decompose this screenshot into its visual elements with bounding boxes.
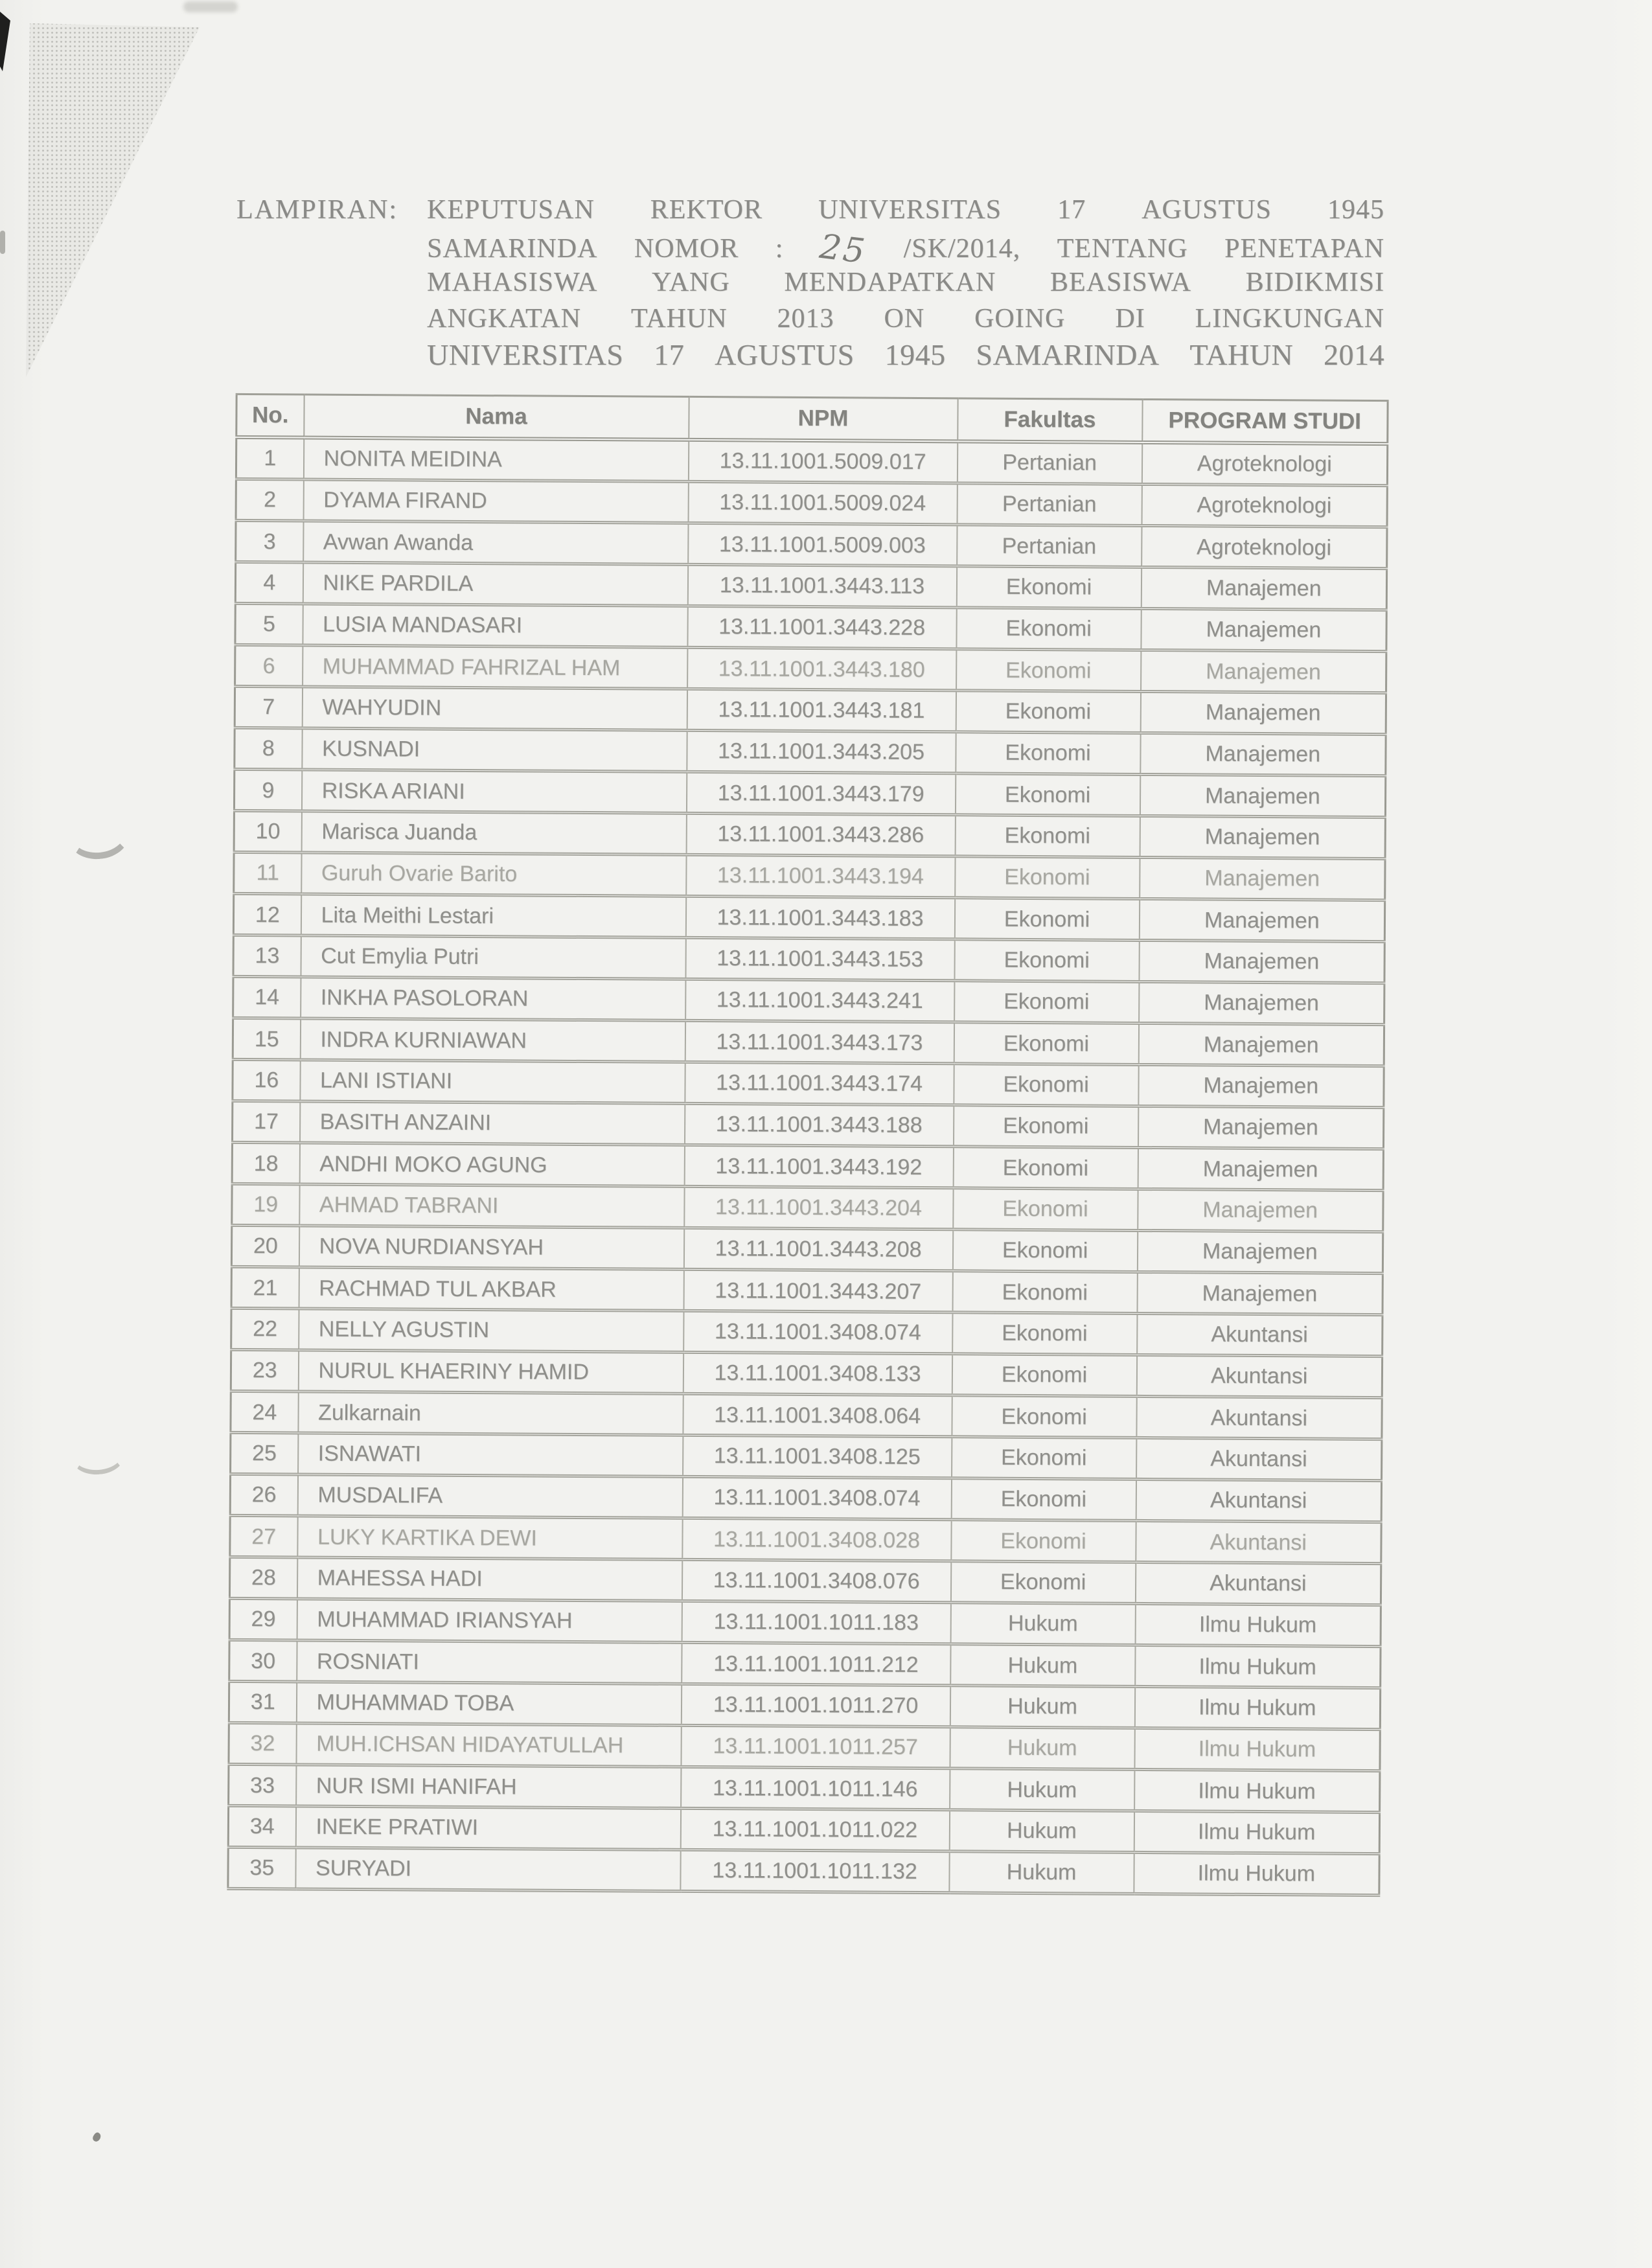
header-word: :: [775, 234, 784, 264]
table-row: [229, 1723, 1380, 1770]
table-row: [233, 893, 1384, 941]
cell-program-studi: Akuntansi: [1136, 1438, 1382, 1480]
table-row: [235, 727, 1386, 775]
cell-fakultas: Ekonomi: [954, 1023, 1138, 1066]
cell-npm: 13.11.1001.3408.028: [682, 1518, 951, 1561]
cell-npm: 13.11.1001.3408.125: [683, 1435, 952, 1478]
cell-program-studi: Ilmu Hukum: [1134, 1811, 1379, 1853]
cell-fakultas: Ekonomi: [952, 1230, 1137, 1272]
cell-name: Avwan Awanda: [303, 521, 688, 565]
table-row: [236, 520, 1387, 568]
header-label: LAMPIRAN:: [236, 195, 398, 225]
cell-npm: 13.11.1001.3443.194: [686, 854, 955, 897]
cell-npm: 13.11.1001.3443.174: [685, 1062, 954, 1105]
cell-fakultas: Ekonomi: [953, 1105, 1138, 1148]
cell-npm: 13.11.1001.3408.074: [682, 1476, 951, 1519]
cell-program-studi: Ilmu Hukum: [1135, 1603, 1381, 1646]
cell-program-studi: Akuntansi: [1137, 1313, 1382, 1356]
header-word: MAHASISWA: [427, 268, 598, 297]
table-row: [235, 686, 1386, 734]
header-word: YANG: [652, 268, 730, 297]
cell-npm: 13.11.1001.3443.241: [685, 979, 954, 1022]
header-word: /SK/2014,: [903, 234, 1021, 264]
cell-name: INKHA PASOLORAN: [301, 977, 685, 1020]
cell-npm: 13.11.1001.3408.064: [683, 1394, 952, 1437]
header-word: ON: [884, 304, 925, 334]
staple-mark: [70, 1436, 126, 1476]
table-row: [234, 810, 1385, 858]
cell-fakultas: Pertanian: [957, 483, 1141, 526]
table-row: [230, 1515, 1381, 1563]
cell-npm: 13.11.1001.3443.188: [684, 1103, 953, 1146]
cell-name: MUHAMMAD TOBA: [296, 1682, 681, 1725]
cell-fakultas: Ekonomi: [950, 1561, 1135, 1604]
cell-name: INDRA KURNIAWAN: [300, 1019, 685, 1062]
cell-no: 25: [231, 1432, 298, 1474]
cell-name: MUH.ICHSAN HIDAYATULLAH: [296, 1723, 681, 1767]
cell-npm: 13.11.1001.3443.286: [686, 813, 955, 856]
cell-program-studi: Manajemen: [1137, 1272, 1382, 1315]
header-word: NOMOR: [634, 234, 739, 264]
table-row: [233, 976, 1384, 1024]
cell-name: LUKY KARTIKA DEWI: [297, 1517, 682, 1560]
table-row: [229, 1557, 1381, 1605]
cell-name: LANI ISTIANI: [300, 1060, 685, 1103]
cell-npm: 13.11.1001.3443.207: [683, 1270, 952, 1312]
cell-fakultas: Hukum: [950, 1686, 1134, 1728]
cell-program-studi: Manajemen: [1139, 899, 1384, 942]
cell-npm: 13.11.1001.3408.076: [682, 1559, 950, 1602]
cell-program-studi: Agroteknologi: [1141, 484, 1387, 527]
cell-program-studi: Manajemen: [1141, 608, 1386, 651]
cell-npm: 13.11.1001.1011.132: [680, 1850, 949, 1892]
cell-npm: 13.11.1001.3443.179: [686, 772, 955, 815]
cell-fakultas: Ekonomi: [956, 566, 1141, 609]
cell-npm: 13.11.1001.1011.270: [681, 1684, 950, 1726]
cell-program-studi: Akuntansi: [1136, 1397, 1382, 1439]
cell-fakultas: Ekonomi: [952, 1272, 1137, 1314]
header-word: 1945: [1327, 195, 1384, 225]
table-row: [233, 1018, 1384, 1066]
cell-program-studi: Ilmu Hukum: [1135, 1645, 1381, 1688]
cell-name: ISNAWATI: [298, 1433, 683, 1476]
table-row: [231, 1266, 1382, 1314]
table-row: [231, 1349, 1382, 1397]
cell-npm: 13.11.1001.3443.192: [684, 1145, 953, 1188]
column-header-no: No.: [236, 394, 304, 437]
cell-no: 27: [230, 1516, 297, 1558]
handwritten-number: 25: [817, 227, 869, 272]
cell-no: 11: [234, 852, 301, 894]
table-row: [231, 1391, 1382, 1439]
cell-name: RISKA ARIANI: [301, 770, 686, 814]
cell-program-studi: Akuntansi: [1136, 1521, 1381, 1564]
table-row: [229, 1681, 1380, 1729]
cell-fakultas: Ekonomi: [953, 1147, 1138, 1190]
cell-program-studi: Manajemen: [1138, 1024, 1384, 1066]
table-row: [236, 479, 1387, 527]
cell-no: 4: [235, 562, 303, 604]
cell-fakultas: Ekonomi: [955, 815, 1140, 858]
table-row: [234, 769, 1385, 817]
cell-name: Cut Emylia Putri: [301, 935, 685, 979]
cell-program-studi: Manajemen: [1139, 940, 1384, 983]
cell-npm: 13.11.1001.3408.074: [683, 1311, 952, 1353]
cell-name: AHMAD TABRANI: [299, 1184, 684, 1228]
cell-fakultas: Ekonomi: [953, 1188, 1138, 1231]
header-word: GOING: [974, 304, 1066, 334]
header-line: [427, 264, 1384, 301]
cell-name: NURUL KHAERINY HAMID: [298, 1350, 683, 1393]
header-word: 1945: [884, 338, 946, 371]
cell-program-studi: Agroteknologi: [1141, 442, 1387, 486]
cell-no: 13: [233, 935, 301, 977]
cell-fakultas: Ekonomi: [956, 650, 1141, 693]
table-row: [231, 1225, 1382, 1273]
cell-npm: 13.11.1001.3443.208: [683, 1228, 952, 1270]
cell-no: 20: [231, 1225, 299, 1267]
header-word: 2013: [777, 304, 834, 334]
cell-program-studi: Akuntansi: [1136, 1479, 1381, 1522]
header-word: DI: [1115, 304, 1145, 334]
cell-no: 30: [229, 1640, 297, 1682]
cell-no: 10: [234, 810, 301, 853]
cell-program-studi: Manajemen: [1140, 775, 1385, 818]
cell-no: 34: [228, 1805, 295, 1848]
cell-program-studi: Manajemen: [1141, 650, 1386, 693]
table-row: [233, 935, 1384, 983]
cell-no: 2: [236, 479, 303, 521]
cell-program-studi: Manajemen: [1139, 981, 1384, 1024]
cell-no: 9: [234, 770, 301, 812]
header-line: [427, 301, 1384, 337]
table-row: [228, 1805, 1379, 1853]
cell-no: 14: [233, 976, 301, 1018]
column-header-npm: NPM: [689, 396, 958, 441]
cell-program-studi: Ilmu Hukum: [1134, 1770, 1380, 1813]
cell-fakultas: Hukum: [950, 1769, 1134, 1812]
table-row: [234, 852, 1385, 900]
cell-npm: 13.11.1001.3443.173: [685, 1021, 954, 1064]
cell-name: LUSIA MANDASARI: [303, 604, 687, 647]
cell-name: Zulkarnain: [298, 1392, 683, 1436]
cell-no: 19: [232, 1184, 299, 1226]
cell-fakultas: Hukum: [950, 1603, 1135, 1645]
cell-no: 17: [233, 1101, 300, 1143]
cell-fakultas: Ekonomi: [954, 1064, 1138, 1106]
header-lines: [427, 192, 1384, 373]
cell-fakultas: Pertanian: [957, 441, 1141, 484]
cell-npm: 13.11.1001.1011.146: [681, 1767, 950, 1810]
cell-npm: 13.11.1001.3443.228: [687, 606, 956, 648]
header-line: [427, 227, 1384, 272]
cell-no: 6: [235, 645, 303, 687]
cell-no: 5: [235, 603, 303, 645]
cell-no: 26: [230, 1474, 297, 1516]
cell-program-studi: Manajemen: [1140, 691, 1386, 734]
cell-name: NELLY AGUSTIN: [299, 1309, 683, 1352]
cell-no: 16: [233, 1059, 300, 1101]
cell-fakultas: Ekonomi: [951, 1520, 1136, 1563]
column-header-nama: Nama: [304, 395, 689, 440]
cell-name: ANDHI MOKO AGUNG: [299, 1143, 684, 1187]
cell-program-studi: Ilmu Hukum: [1134, 1852, 1379, 1895]
cell-no: 7: [235, 686, 302, 728]
header-word: LINGKUNGAN: [1195, 304, 1384, 334]
cell-no: 3: [236, 521, 303, 563]
table-row: [236, 437, 1387, 486]
cell-name: KUSNADI: [302, 728, 687, 772]
cell-no: 32: [229, 1723, 296, 1765]
cell-fakultas: Ekonomi: [955, 774, 1140, 817]
cell-fakultas: Hukum: [949, 1851, 1134, 1894]
cell-program-studi: Manajemen: [1138, 1106, 1383, 1149]
cell-npm: 13.11.1001.3408.133: [683, 1352, 952, 1395]
cell-npm: 13.11.1001.3443.180: [687, 648, 956, 691]
cell-no: 22: [231, 1308, 299, 1350]
cell-npm: 13.11.1001.3443.153: [685, 937, 954, 980]
cell-name: Marisca Juanda: [301, 811, 686, 854]
cell-name: BASITH ANZAINI: [300, 1101, 685, 1145]
cell-program-studi: Manajemen: [1137, 1230, 1382, 1273]
table-header-row: [236, 394, 1388, 444]
header-word: MENDAPATKAN: [784, 268, 996, 297]
scan-edge-mark: [0, 12, 10, 71]
cell-no: 23: [231, 1349, 298, 1392]
cell-no: 24: [231, 1392, 298, 1434]
table-row: [235, 562, 1386, 610]
header-word: TAHUN: [1189, 338, 1294, 371]
table-row: [233, 1059, 1384, 1107]
cell-no: 29: [229, 1598, 297, 1640]
cell-fakultas: Hukum: [949, 1810, 1134, 1853]
cell-fakultas: Ekonomi: [954, 939, 1139, 982]
header-word: BEASISWA: [1050, 268, 1191, 297]
header-word: TENTANG: [1057, 234, 1188, 264]
cell-npm: 13.11.1001.5009.024: [688, 481, 957, 524]
cell-name: RACHMAD TUL AKBAR: [299, 1268, 683, 1311]
cell-fakultas: Hukum: [950, 1645, 1135, 1688]
cell-fakultas: Ekonomi: [956, 732, 1140, 775]
cell-name: SURYADI: [295, 1848, 680, 1891]
cell-npm: 13.11.1001.3443.113: [687, 564, 956, 607]
scan-smudge: [183, 1, 238, 12]
cell-fakultas: Ekonomi: [952, 1312, 1137, 1355]
cell-no: 1: [236, 437, 303, 479]
recipients-table: [227, 393, 1388, 1897]
cell-program-studi: Manajemen: [1138, 1148, 1383, 1191]
cell-npm: 13.11.1001.1011.212: [682, 1643, 950, 1686]
header-word: AGUSTUS: [1141, 195, 1272, 225]
cell-npm: 13.11.1001.1011.183: [682, 1601, 950, 1644]
cell-fakultas: Ekonomi: [954, 899, 1139, 941]
header-line: [427, 192, 1384, 228]
cell-npm: 13.11.1001.3443.183: [685, 897, 954, 939]
header-word: KEPUTUSAN: [427, 195, 595, 225]
cell-fakultas: Ekonomi: [952, 1396, 1136, 1439]
cell-no: 28: [229, 1557, 297, 1599]
cell-fakultas: Ekonomi: [956, 608, 1141, 650]
table-row: [231, 1432, 1382, 1480]
table-row: [232, 1142, 1383, 1190]
cell-program-studi: Manajemen: [1140, 816, 1385, 858]
header-word: SAMARINDA: [427, 234, 598, 264]
cell-name: NUR ISMI HANIFAH: [296, 1765, 681, 1809]
table-row: [231, 1308, 1382, 1356]
table-row: [235, 645, 1386, 693]
scan-edge-mark: [0, 231, 5, 254]
header-word: AGUSTUS: [715, 338, 855, 371]
cell-no: 31: [229, 1681, 296, 1723]
header-word: 17: [1057, 195, 1086, 225]
cell-fakultas: Ekonomi: [956, 691, 1140, 733]
cell-program-studi: Agroteknologi: [1141, 526, 1387, 569]
cell-program-studi: Ilmu Hukum: [1134, 1728, 1380, 1770]
cell-no: 12: [233, 894, 301, 936]
cell-program-studi: Manajemen: [1141, 567, 1386, 610]
cell-name: INEKE PRATIWI: [295, 1806, 680, 1850]
cell-name: NONITA MEIDINA: [303, 437, 688, 481]
cell-npm: 13.11.1001.3443.181: [687, 689, 956, 731]
table-row: [229, 1764, 1380, 1812]
cell-fakultas: Ekonomi: [952, 1354, 1136, 1397]
header-word: ANGKATAN: [427, 304, 581, 334]
cell-name: Lita Meithi Lestari: [301, 895, 685, 938]
cell-name: Guruh Ovarie Barito: [301, 853, 686, 896]
cell-fakultas: Ekonomi: [952, 1437, 1136, 1480]
header-word: TAHUN: [630, 304, 728, 334]
cell-name: NOVA NURDIANSYAH: [299, 1226, 683, 1269]
cell-name: MUHAMMAD FAHRIZAL HAM: [303, 646, 687, 689]
cell-program-studi: Manajemen: [1138, 1189, 1383, 1231]
header-word: UNIVERSITAS: [427, 338, 624, 371]
scan-fold-artifact: [18, 17, 207, 382]
cell-name: ROSNIATI: [297, 1641, 682, 1684]
cell-no: 8: [235, 727, 302, 770]
cell-no: 35: [228, 1847, 295, 1889]
cell-no: 18: [232, 1143, 299, 1185]
cell-npm: 13.11.1001.5009.017: [688, 440, 957, 483]
cell-name: MUHAMMAD IRIANSYAH: [297, 1599, 682, 1642]
header-word: SAMARINDA: [976, 338, 1160, 371]
header-word: PENETAPAN: [1224, 234, 1384, 264]
cell-name: MAHESSA HADI: [297, 1557, 682, 1601]
staple-mark: [65, 808, 132, 862]
table-row: [233, 1101, 1384, 1149]
table-row: [235, 603, 1386, 651]
table-row: [232, 1184, 1383, 1231]
header-line: [427, 337, 1384, 373]
cell-name: MUSDALIFA: [297, 1474, 682, 1518]
cell-no: 21: [231, 1267, 299, 1309]
cell-fakultas: Ekonomi: [955, 856, 1140, 899]
cell-name: DYAMA FIRAND: [303, 479, 688, 523]
table-row: [229, 1640, 1381, 1688]
scan-speck: [91, 2131, 102, 2143]
table-row: [229, 1598, 1381, 1646]
cell-fakultas: Ekonomi: [954, 981, 1139, 1024]
cell-program-studi: Manajemen: [1140, 857, 1385, 900]
cell-npm: 13.11.1001.3443.204: [684, 1186, 953, 1229]
cell-program-studi: Ilmu Hukum: [1134, 1686, 1380, 1729]
cell-fakultas: Hukum: [950, 1727, 1134, 1770]
cell-program-studi: Akuntansi: [1135, 1562, 1381, 1605]
cell-program-studi: Manajemen: [1140, 733, 1386, 775]
cell-npm: 13.11.1001.1011.257: [681, 1725, 950, 1768]
header-word: UNIVERSITAS: [818, 195, 1002, 225]
column-header-fakultas: Fakultas: [958, 398, 1142, 442]
cell-name: NIKE PARDILA: [303, 562, 687, 606]
header-word: REKTOR: [650, 195, 763, 225]
cell-npm: 13.11.1001.3443.205: [687, 730, 956, 773]
header-word: 2014: [1324, 338, 1384, 371]
cell-name: WAHYUDIN: [302, 687, 687, 730]
cell-fakultas: Ekonomi: [951, 1478, 1136, 1521]
cell-fakultas: Pertanian: [957, 525, 1141, 568]
cell-no: 15: [233, 1018, 300, 1060]
header-word: BIDIKMISI: [1245, 268, 1384, 297]
cell-no: 33: [229, 1765, 296, 1807]
cell-program-studi: Akuntansi: [1136, 1355, 1382, 1397]
cell-npm: 13.11.1001.1011.022: [680, 1808, 949, 1851]
table-row: [228, 1847, 1379, 1895]
column-header-program-studi: PROGRAM STUDI: [1142, 399, 1388, 444]
cell-npm: 13.11.1001.5009.003: [688, 523, 957, 566]
cell-program-studi: Manajemen: [1138, 1064, 1384, 1107]
table-row: [230, 1474, 1381, 1522]
header-word: 17: [654, 338, 685, 371]
